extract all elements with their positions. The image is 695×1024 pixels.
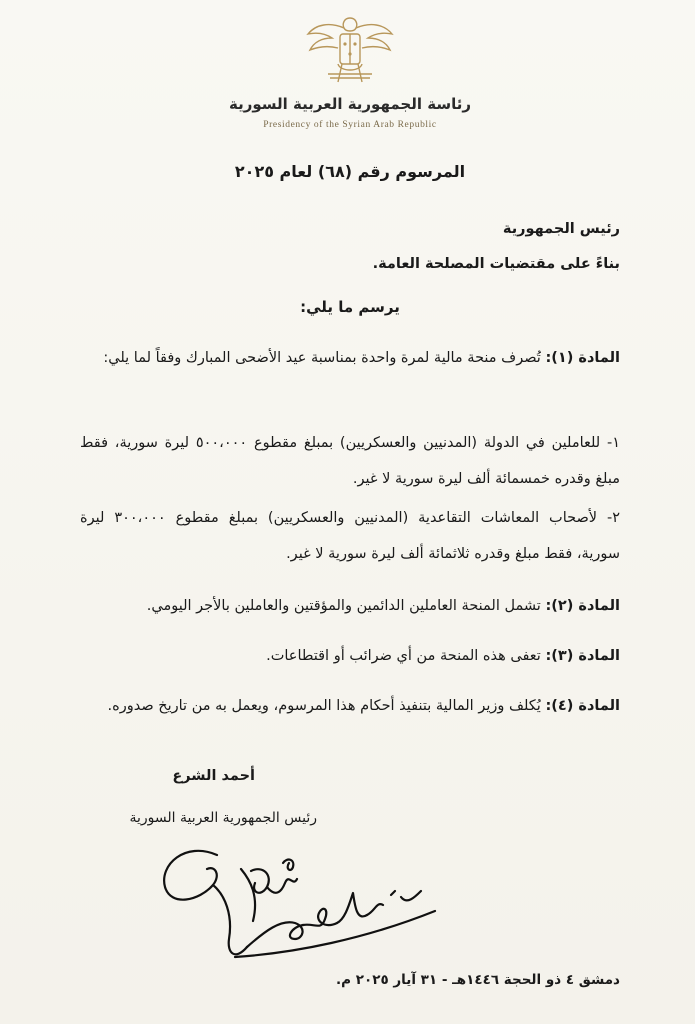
- syrian-eagle-emblem-icon: [300, 8, 400, 88]
- article-4-text: يُكلف وزير المالية بتنفيذ أحكام هذا المرسوم، ويعمل به من تاريخ صدوره.: [107, 698, 546, 714]
- article-1-item-1: ١- للعاملين في الدولة (المدنيين والعسكريين) بمبلغ مقطوع ٥٠٠،٠٠٠ ليرة سورية، فقط مبلغ وقدره خمسمائة ألف ليرة سورية لا غير.: [80, 435, 620, 487]
- article-3-label: المادة (٣):: [545, 648, 620, 664]
- article-2: [80, 588, 620, 624]
- decree-title: المرسوم رقم (٦٨) لعام ٢٠٢٥: [234, 162, 466, 181]
- article-1: [80, 340, 620, 376]
- basis-line: بناءً على مقتضيات المصلحة العامة.: [372, 256, 620, 272]
- article-2-label: المادة (٢):: [545, 598, 620, 614]
- footer-date: دمشق ٤ ذو الحجة ١٤٤٦هـ - ٣١ آيار ٢٠٢٥ م.: [336, 972, 620, 988]
- article-3: [80, 638, 620, 674]
- article-1-item-2: ٢- لأصحاب المعاشات التقاعدية (المدنيين والعسكريين) بمبلغ مقطوع ٣٠٠،٠٠٠ ليرة سورية، فقط مبلغ وقدره ثلاثمائة ألف ليرة سورية لا غير.: [80, 510, 621, 562]
- article-4: [80, 688, 620, 724]
- presidency-header-english: Presidency of the Syrian Arab Republic: [263, 120, 437, 130]
- presidency-header-arabic: رئاسة الجمهورية العربية السورية: [229, 95, 471, 113]
- decrees-line: يرسم ما يلي:: [300, 298, 400, 316]
- handwritten-signature: [155, 835, 455, 970]
- issuer-line: رئيس الجمهورية: [502, 221, 620, 237]
- signatory-name: أحمد الشرع: [172, 768, 255, 784]
- article-4-label: المادة (٤):: [545, 698, 620, 714]
- article-2-text: تشمل المنحة العاملين الدائمين والمؤقتين والعاملين بالأجر اليومي.: [146, 598, 546, 614]
- signatory-title: رئيس الجمهورية العربية السورية: [129, 810, 317, 826]
- article-3-text: تعفى هذه المنحة من أي ضرائب أو اقتطاعات.: [266, 648, 546, 664]
- article-1-label: المادة (١):: [545, 350, 620, 366]
- article-1-text: تُصرف منحة مالية لمرة واحدة بمناسبة عيد الأضحى المبارك وفقاً لما يلي:: [103, 350, 546, 366]
